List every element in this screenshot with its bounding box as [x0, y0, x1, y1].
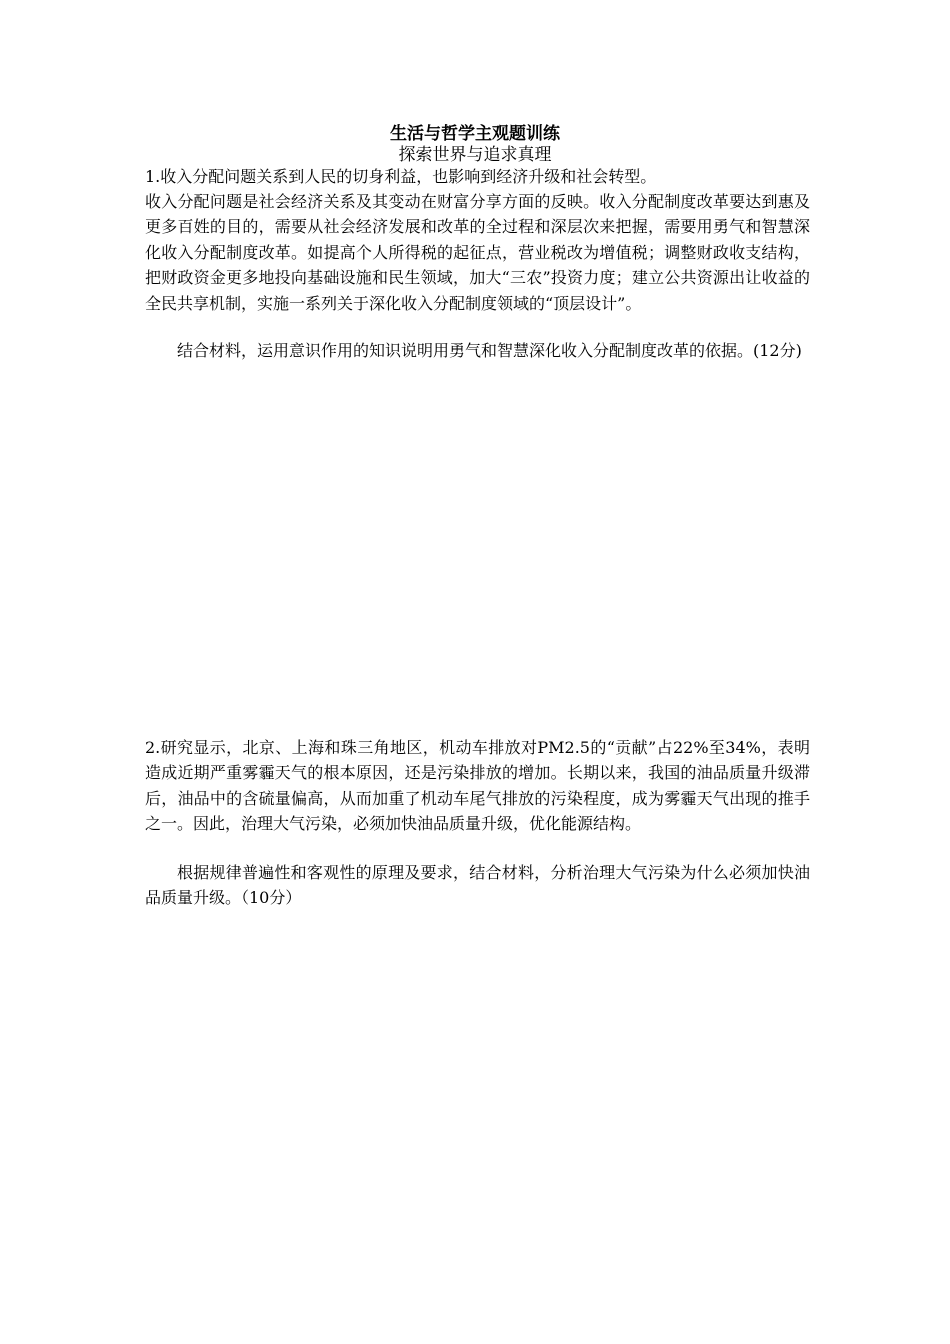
question-1-task-text: 结合材料，运用意识作用的知识说明用勇气和智慧深化收入分配制度改革的依据。(12分) — [177, 341, 802, 360]
question-2-material-text: 2.研究显示，北京、上海和珠三角地区，机动车排放对PM2.5的“贡献”占22%至34%，表明造成近期严重雾霾天气的根本原因，还是污染排放的增加。长期以来，我国的油品质量升级滞后，油品中的含硫量偏高，从而加重了机动车尾气排放的污染程度，成为雾霾天气出现的推手之一。因此，治理大气污染，必须加快油品质量升级，优化能源结构。 — [145, 738, 810, 834]
question-1-material — [145, 189, 810, 316]
question-2-material — [145, 735, 810, 837]
question-1-heading-text: 1.收入分配问题关系到人民的切身利益，也影响到经济升级和社会转型。 — [145, 167, 657, 186]
question-1-material-text: 收入分配问题是社会经济关系及其变动在财富分享方面的反映。收入分配制度改革要达到惠及更多百姓的目的，需要从社会经济发展和改革的全过程和深层次来把握，需要用勇气和智慧深化收入分配制度改革。如提高个人所得税的起征点，营业税改为增值税；调整财政收支结构，把财政资金更多地投向基础设施和民生领域，加大“三农”投资力度；建立公共资源出让收益的全民共享机制，实施一系列关于深化收入分配制度领域的“顶层设计”。 — [145, 192, 810, 313]
question-2-task-text: 根据规律普遍性和客观性的原理及要求，结合材料，分析治理大气污染为什么必须加快油品质量升级。（10分） — [145, 863, 810, 908]
page-title: 生活与哲学主观题训练 — [390, 124, 560, 144]
question-1-task — [145, 338, 810, 363]
question-2-task — [145, 860, 810, 911]
question-1-heading — [145, 164, 810, 189]
page-subtitle: 探索世界与追求真理 — [398, 145, 552, 165]
